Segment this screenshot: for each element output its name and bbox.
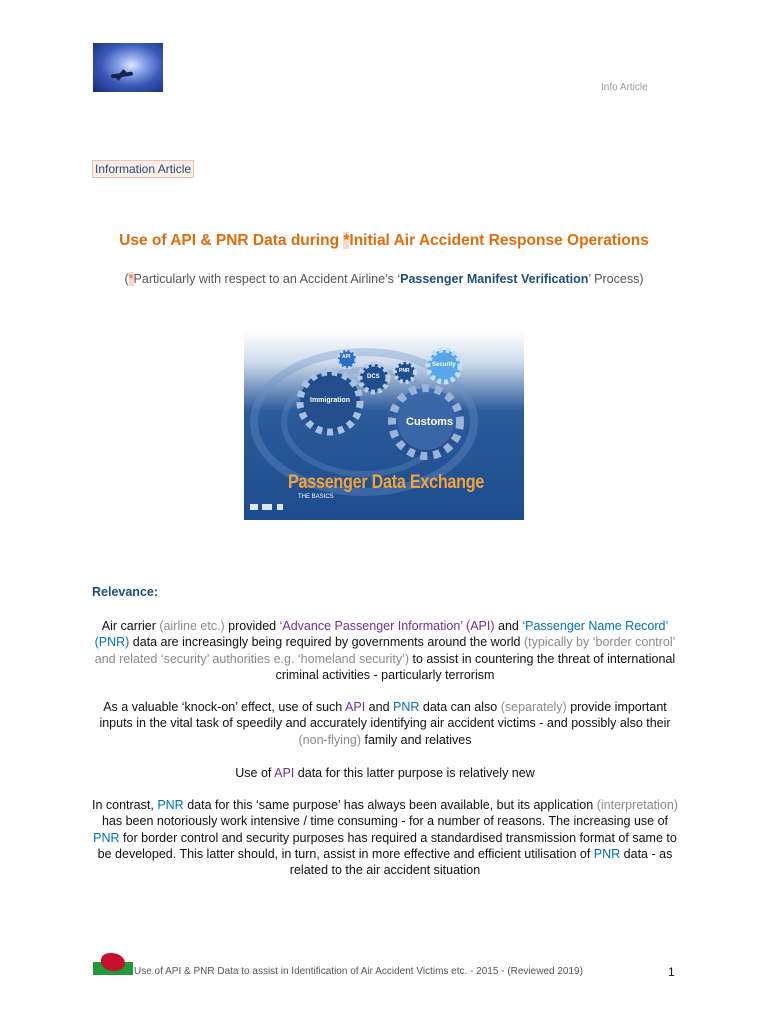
p4-text: for border control and security purposes has required a standardised transmission format of same to be developed. This latter should, in turn, assist in more effective and efficient utilisation of: [97, 830, 677, 861]
p2-text: family and relatives: [361, 732, 472, 747]
subtitle-asterisk: *: [128, 272, 134, 286]
header-logo-image: [93, 43, 163, 92]
p4-text: data for this ‘same purpose’ has always been available, but its application: [183, 798, 597, 812]
p1-text: to assist in countering the threat of international criminal activities - particularly terrorism: [275, 651, 676, 682]
p1-text: data are increasingly being required by governments around the world: [129, 635, 524, 650]
p2-text: As a valuable ‘knock-on’ effect, use of such: [103, 700, 346, 714]
p2-text: data can also: [419, 700, 501, 714]
p1-text: provided: [224, 619, 280, 633]
paragraph-3: [90, 765, 680, 781]
p4-text: In contrast,: [92, 798, 158, 812]
paragraph-2: [90, 699, 680, 748]
dragon-icon: [101, 953, 125, 971]
p3-text: data for this latter purpose is relatively new: [294, 766, 535, 780]
document-subtitle: [0, 272, 768, 286]
document-title: [0, 232, 768, 250]
banner-subtitle: THE BASICS: [298, 494, 334, 500]
p3-api-term: API: [274, 766, 295, 780]
gear-label-security: Security: [432, 362, 456, 368]
p1-text: and: [494, 619, 523, 633]
footer-text: Use of API & PNR Data to assist in Identification of Air Accident Victims etc. - 2015 - (Reviewed 2019): [134, 966, 583, 977]
p4-pnr-term: PNR: [157, 798, 184, 812]
p4-text: data - as related to the air accident situation: [289, 846, 673, 878]
p4-text: has been notoriously work intensive / time consuming - for a number of reasons. The increasing use of: [101, 814, 669, 829]
page-number: 1: [668, 965, 675, 979]
p1-text: Air carrier: [101, 619, 160, 633]
paragraph-1: [90, 618, 680, 683]
welsh-flag-icon: [93, 948, 133, 975]
title-asterisk: *: [343, 232, 350, 249]
gear-label-dcs: DCS: [367, 374, 380, 380]
p2-aside: (separately): [500, 700, 567, 714]
p4-pnr-term: PNR: [93, 830, 120, 845]
gear-label-immigration: Immigration: [310, 397, 351, 404]
p4-pnr-term: PNR: [593, 846, 621, 861]
title-part-1: Use of API & PNR Data during: [119, 232, 344, 249]
paragraph-4: [90, 797, 680, 878]
p4-aside: (interpretation): [596, 798, 678, 812]
gear-label-pnr: PNR: [399, 368, 410, 374]
article-type-tag: Information Article: [92, 160, 194, 178]
subtitle-text-1: Particularly with respect to an Accident Airline’s ‘: [133, 272, 401, 286]
section-heading: Relevance:: [92, 585, 159, 599]
p2-aside: (non-flying): [298, 732, 362, 747]
gear-label-customs: Customs: [406, 416, 454, 428]
subtitle-open-paren: (: [124, 272, 129, 286]
p2-text: provide important inputs in the vital task of speedily and accurately identifying air accident victims - and possibly also their: [99, 700, 671, 731]
banner-title: Passenger Data Exchange: [288, 472, 485, 493]
p2-text: and: [365, 700, 393, 714]
title-part-2: Initial Air Accident Response Operations: [349, 232, 649, 249]
p2-api-term: API: [345, 700, 366, 714]
header-corner-label: Info Article: [601, 82, 648, 93]
passenger-data-exchange-banner: [244, 332, 524, 520]
p2-pnr-term: PNR: [393, 700, 420, 714]
p1-aside: (airline etc.): [159, 619, 225, 633]
p1-pnr-term: ‘Passenger Name Record’ (PNR): [94, 619, 669, 650]
subtitle-bold-term: Passenger Manifest Verification: [400, 272, 589, 286]
p3-text: Use of: [235, 766, 275, 780]
p1-aside: (typically by ‘border control’ and related ‘security’ authorities e.g. ‘homeland security’): [94, 635, 676, 666]
p1-api-term: ‘Advance Passenger Information’ (API): [279, 619, 495, 633]
subtitle-text-2: ’ Process): [588, 272, 644, 286]
gear-label-api: API: [342, 354, 351, 360]
